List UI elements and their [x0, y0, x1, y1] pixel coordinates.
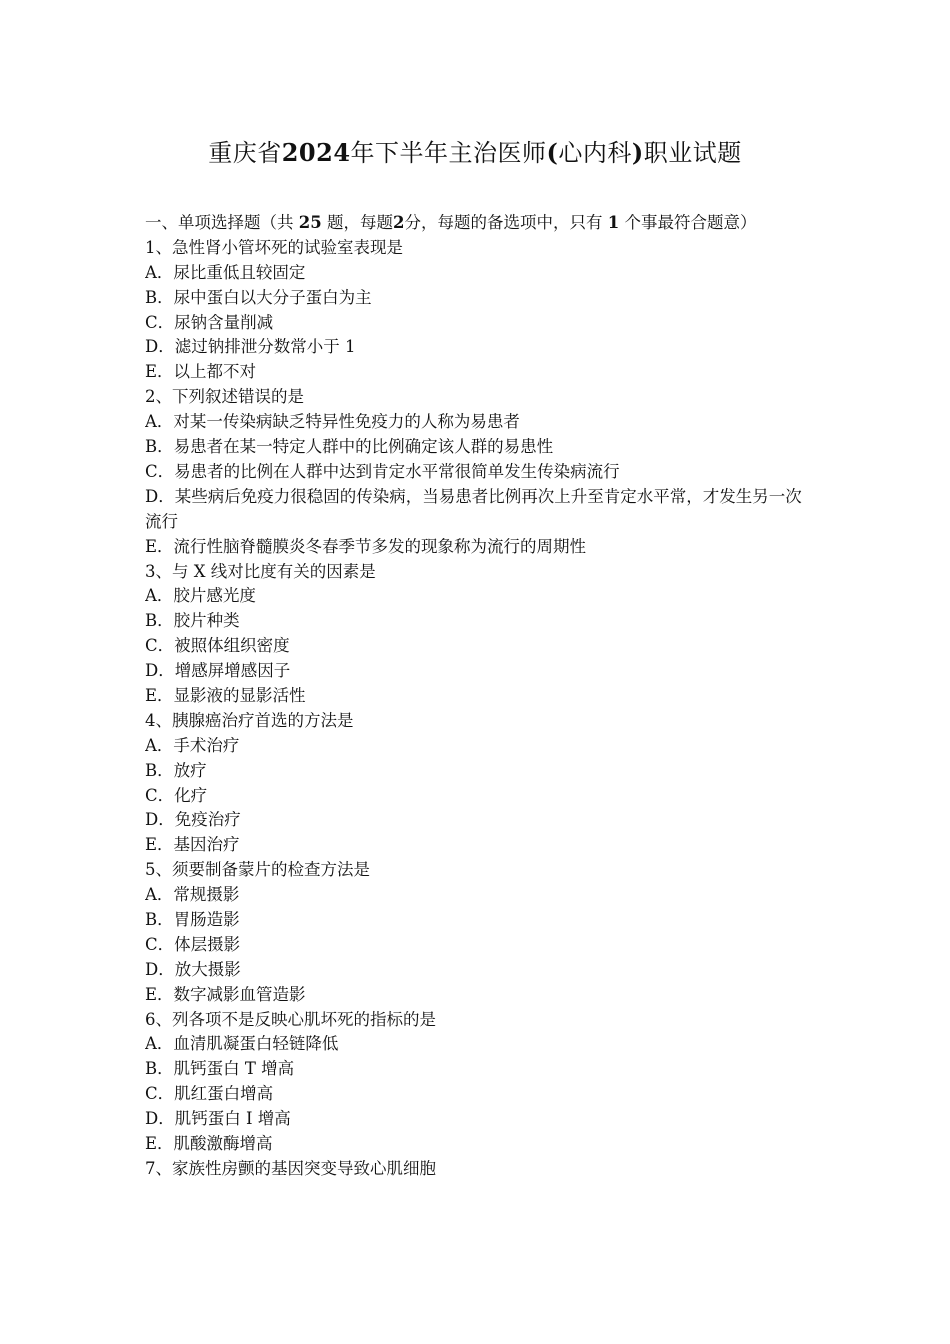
option: A．血清肌凝蛋白轻链降低: [145, 1034, 339, 1054]
option: E．肌酸激酶增高: [145, 1134, 273, 1153]
question-stem: 7、家族性房颤的基因突变导致心肌细胞: [145, 1158, 436, 1178]
question-stem: 6、列各项不是反映心肌坏死的指标的是: [145, 1009, 436, 1029]
option: E．显影液的显影活性: [145, 685, 306, 705]
option: C．尿钠含量削减: [145, 312, 274, 332]
option: E．以上都不对: [145, 362, 257, 382]
option: A．手术治疗: [145, 735, 240, 755]
option: D．滤过钠排泄分数常小于 1: [145, 337, 356, 357]
title-prefix: 重庆省: [208, 139, 282, 167]
option: A．尿比重低且较固定: [145, 262, 306, 282]
option: C．被照体组织密度: [145, 636, 290, 656]
document-title: [0, 137, 950, 169]
option: A．常规摄影: [145, 885, 240, 905]
question-stem: 2、下列叙述错误的是: [145, 387, 304, 407]
title-middle: 年下半年主治医师: [350, 139, 547, 167]
option: E．数字减影血管造影: [145, 984, 306, 1004]
option: A．胶片感光度: [145, 586, 256, 606]
option: C．肌红蛋白增高: [145, 1084, 274, 1104]
option: B．胃肠造影: [145, 909, 240, 929]
question-stem: 1、急性肾小管坏死的试验室表现是: [145, 237, 403, 257]
option: B．肌钙蛋白 T 增高: [145, 1059, 295, 1079]
document-body: [145, 211, 810, 1182]
option: D．免疫治疗: [145, 810, 241, 830]
option: D．某些病后免疫力很稳固的传染病，当易患者比例再次上升至肯定水平常，才发生另一次流行: [145, 486, 802, 531]
question-list: [145, 236, 810, 1182]
question-stem: 5、须要制备蒙片的检查方法是: [145, 860, 370, 880]
option: D．放大摄影: [145, 959, 241, 979]
section-heading: 一、单项选择题（共 25 题，每题2分，每题的备选项中，只有 1 个事最符合题意）: [145, 213, 757, 232]
title-year: 2024: [281, 138, 351, 167]
option: B．胶片种类: [145, 611, 240, 631]
option: B．易患者在某一特定人群中的比例确定该人群的易患性: [145, 437, 554, 457]
option: C．易患者的比例在人群中达到肯定水平常很简单发生传染病流行: [145, 461, 620, 481]
option: B．放疗: [145, 760, 207, 780]
question-stem: 3、与 X 线对比度有关的因素是: [145, 561, 376, 581]
title-paren-open: (: [546, 138, 559, 167]
title-suffix: 职业试题: [643, 139, 742, 167]
title-paren-close: ): [631, 138, 644, 167]
option: C．体层摄影: [145, 934, 241, 954]
title-dept: 心内科: [558, 139, 632, 167]
option: D．肌钙蛋白 I 增高: [145, 1109, 291, 1129]
option: D．增感屏增感因子: [145, 661, 291, 681]
option: B．尿中蛋白以大分子蛋白为主: [145, 287, 372, 307]
option: E．流行性脑脊髓膜炎冬春季节多发的现象称为流行的周期性: [145, 536, 587, 556]
option: E．基因治疗: [145, 835, 240, 855]
question-stem: 4、胰腺癌治疗首选的方法是: [145, 710, 354, 730]
option: A．对某一传染病缺乏特异性免疫力的人称为易患者: [145, 412, 520, 432]
option: C．化疗: [145, 785, 208, 805]
